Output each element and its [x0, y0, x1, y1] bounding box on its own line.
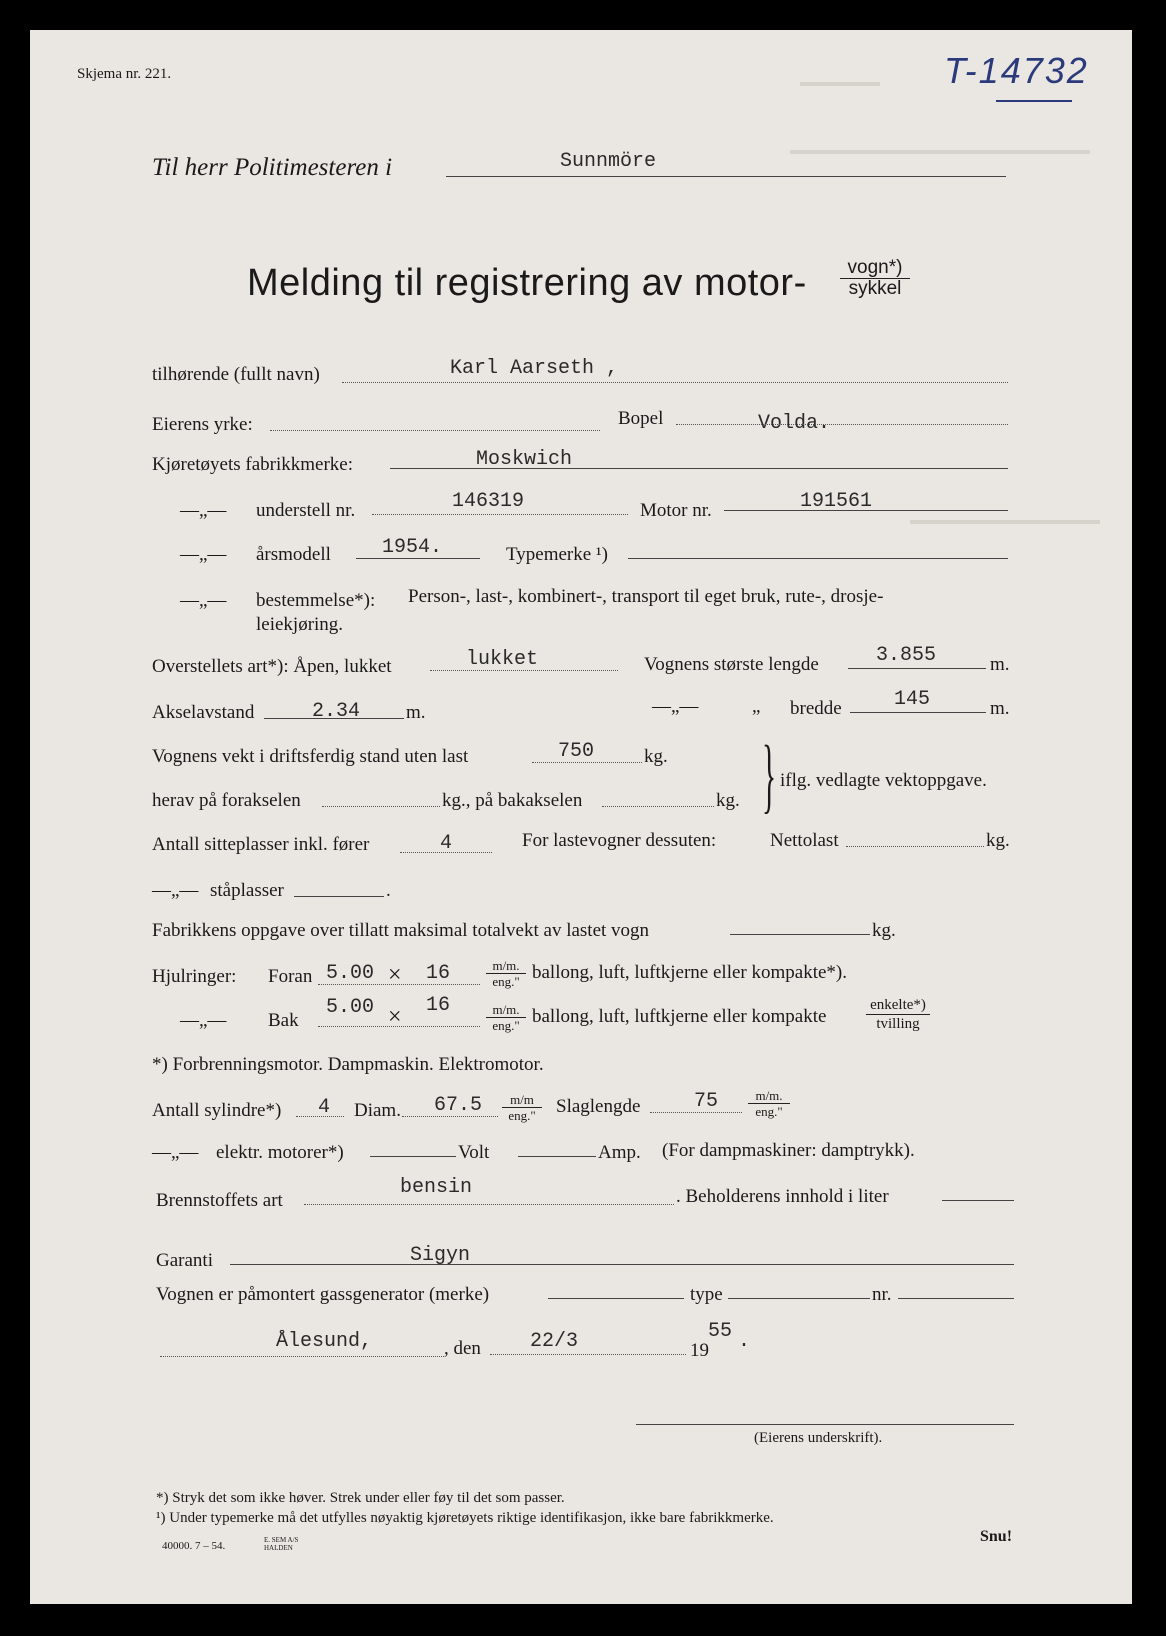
seats-value[interactable]: 4 [440, 832, 453, 855]
year-suffix[interactable]: 55 [708, 1320, 733, 1343]
guarantee-value[interactable]: Sigyn [410, 1244, 471, 1267]
seats-line [400, 852, 492, 853]
rear-tire-frac-bottom: tvilling [876, 1016, 920, 1032]
volt-line [370, 1156, 456, 1157]
length-label: Vognens største lengde [644, 654, 819, 675]
rear-axle-unit: kg. [716, 790, 740, 811]
rear-tire-rim[interactable]: 16 [426, 994, 451, 1017]
rear-tire-unit-top: m/m. [486, 1002, 526, 1018]
stroke-line [650, 1112, 742, 1113]
date-label: , den [444, 1338, 481, 1359]
purpose-label: bestemmelse*): [256, 590, 376, 611]
show-through-mark [910, 520, 1100, 524]
model-year-line [356, 558, 480, 559]
diameter-unit [502, 1092, 542, 1123]
weight-value[interactable]: 750 [558, 740, 595, 763]
front-tire-unit-top: m/m. [486, 958, 526, 974]
amp-label: Amp. [598, 1142, 641, 1163]
rear-tire-ditto: —„— [180, 1010, 227, 1031]
stroke-unit-top: m/m. [748, 1088, 790, 1104]
diameter-line [402, 1116, 498, 1117]
front-tire-label: Foran [268, 966, 313, 987]
chassis-value[interactable]: 146319 [452, 490, 525, 513]
purpose-options-cont: leiekjøring. [256, 614, 344, 635]
body-type-line [430, 670, 618, 671]
wheelbase-label: Akselavstand [152, 702, 255, 723]
steam-text: (For dampmaskiner: damptrykk). [662, 1140, 915, 1161]
residence-value[interactable]: Volda. [758, 412, 831, 435]
guarantee-line [230, 1264, 1014, 1265]
length-value[interactable]: 3.855 [876, 644, 937, 667]
cylinders-value[interactable]: 4 [318, 1096, 331, 1119]
model-year-label: årsmodell [256, 544, 331, 565]
form-title: Melding til registrering av motor- [247, 262, 807, 304]
diameter-value[interactable]: 67.5 [434, 1094, 483, 1117]
printer-name: E. SEM A/S HALDEN [264, 1536, 299, 1552]
make-value[interactable]: Moskwich [476, 448, 573, 471]
gas-type-line [728, 1298, 870, 1299]
place-line [160, 1356, 444, 1357]
gas-generator-label: Vognen er påmontert gassgenerator (merke) [156, 1284, 490, 1305]
print-run: 40000. 7 – 54. [162, 1540, 226, 1552]
engine-type: *) Forbrenningsmotor. Dampmaskin. Elektromotor. [152, 1054, 544, 1075]
fuel-value[interactable]: bensin [400, 1176, 473, 1199]
standing-ditto: —„— [152, 880, 199, 901]
purpose-ditto: —„— [180, 590, 227, 611]
tank-line [942, 1200, 1014, 1201]
rear-tire-line [318, 1026, 480, 1027]
width-unit: m. [990, 698, 1010, 719]
body-type-value[interactable]: lukket [466, 648, 539, 671]
wheelbase-value[interactable]: 2.34 [312, 700, 361, 723]
front-tire-text: ballong, luft, luftkjerne eller kompakte*). [532, 962, 847, 983]
weight-note: iflg. vedlagte vektoppgave. [780, 770, 987, 791]
show-through-mark [800, 82, 880, 86]
footnote-star: *) Stryk det som ikke høver. Strek under eller føy til det som passer. [156, 1490, 565, 1506]
diameter-unit-bottom: eng." [508, 1108, 536, 1123]
weight-label: Vognens vekt i driftsferdig stand uten last [152, 746, 469, 767]
diameter-label: Diam. [354, 1100, 401, 1121]
width-ditto: —„— [652, 696, 699, 717]
electric-label: elektr. motorer*) [216, 1142, 344, 1163]
motor-label: Motor nr. [640, 500, 712, 521]
title-fraction [840, 258, 910, 299]
payload-unit: kg. [986, 830, 1010, 851]
standing-end: . [386, 880, 391, 901]
chassis-line [372, 514, 628, 515]
standing-label: ståplasser [210, 880, 284, 901]
payload-line [846, 846, 984, 847]
model-year-value[interactable]: 1954. [382, 536, 443, 559]
rear-tire-label: Bak [268, 1010, 299, 1031]
date-value[interactable]: 22/3 [530, 1330, 579, 1353]
model-year-ditto: —„— [180, 544, 227, 565]
wheelbase-unit: m. [406, 702, 426, 723]
rear-tire-unit [486, 1002, 526, 1033]
width-line [850, 712, 986, 713]
owner-label: tilhørende (fullt navn) [152, 364, 320, 385]
tank-label: . Beholderens innhold i liter [676, 1186, 889, 1207]
width-quote: „ [752, 696, 761, 717]
fuel-label: Brennstoffets art [156, 1190, 283, 1211]
length-line [848, 668, 986, 669]
body-type-label: Overstellets art*): Åpen, lukket [152, 656, 392, 677]
stroke-value[interactable]: 75 [694, 1090, 719, 1113]
chassis-label: understell nr. [256, 500, 356, 521]
front-tire-unit-bottom: eng." [492, 974, 520, 989]
motor-line [724, 510, 1008, 511]
standing-line [294, 896, 384, 897]
weight-unit: kg. [644, 746, 668, 767]
purpose-options: Person-, last-, kombinert-, transport til eget bruk, rute-, drosje- [408, 586, 884, 607]
diameter-unit-top: m/m [502, 1092, 542, 1108]
front-axle-label: herav på forakselen [152, 790, 301, 811]
gas-type-label: type [690, 1284, 723, 1305]
stroke-unit [748, 1088, 790, 1119]
form-number: Skjema nr. 221. [77, 66, 172, 82]
guarantee-label: Garanti [156, 1250, 213, 1271]
make-line [390, 468, 1008, 469]
rear-tire-text: ballong, luft, luftkjerne eller kompakte [532, 1006, 827, 1027]
gas-nr-line [898, 1298, 1014, 1299]
rear-tire-unit-bottom: eng." [492, 1018, 520, 1033]
date-line [490, 1354, 686, 1355]
rear-axle-line [602, 806, 714, 807]
title-frac-top: vogn*) [840, 258, 910, 279]
weight-line [532, 762, 642, 763]
year-end: . [738, 1330, 751, 1353]
width-label: bredde [790, 698, 842, 719]
stroke-unit-bottom: eng." [755, 1104, 783, 1119]
wheelbase-line [264, 718, 404, 719]
rear-tire-size[interactable]: 5.00 [326, 996, 375, 1019]
addressee-label: Til herr Politimesteren i [152, 154, 393, 181]
weight-brace: } [762, 729, 777, 822]
place-value[interactable]: Ålesund, [276, 1330, 373, 1353]
tires-label: Hjulringer: [152, 966, 237, 987]
cylinders-line [296, 1116, 344, 1117]
residence-line [676, 424, 1008, 425]
type-label: Typemerke ¹) [506, 544, 608, 565]
max-weight-line [730, 934, 870, 935]
make-label: Kjøretøyets fabrikkmerke: [152, 454, 354, 475]
amp-line [518, 1156, 596, 1157]
volt-label: Volt [458, 1142, 490, 1163]
electric-ditto: —„— [152, 1142, 199, 1163]
max-weight-label: Fabrikkens oppgave over tillatt maksimal totalvekt av lastet vogn [152, 920, 650, 941]
max-weight-unit: kg. [872, 920, 896, 941]
front-axle-line [322, 806, 440, 807]
footnote-one: ¹) Under typemerke må det utfylles nøyaktig kjøretøyets riktige identifikasjon, ikke bare fabrikkmerke. [156, 1510, 774, 1526]
seats-label: Antall sitteplasser inkl. fører [152, 834, 370, 855]
fuel-line [304, 1204, 674, 1205]
archive-number: T-14732 [944, 50, 1089, 91]
front-tire-line [318, 984, 480, 985]
signature-label: (Eierens underskrift). [754, 1430, 883, 1446]
chassis-ditto: —„— [180, 500, 227, 521]
owner-line [342, 382, 1008, 383]
payload-label: Nettolast [770, 830, 839, 851]
cylinders-label: Antall sylindre*) [152, 1100, 282, 1121]
residence-label: Bopel [618, 408, 664, 429]
type-line [628, 558, 1008, 559]
signature-line [636, 1424, 1014, 1425]
gas-generator-line [548, 1298, 684, 1299]
width-value[interactable]: 145 [894, 688, 931, 711]
rear-tire-fraction [866, 996, 930, 1033]
owner-value[interactable]: Karl Aarseth , [450, 357, 619, 380]
addressee-line [446, 176, 1006, 177]
occupation-label: Eierens yrke: [152, 414, 253, 435]
year-prefix: 19 [690, 1340, 709, 1361]
freight-label: For lastevogner dessuten: [522, 830, 717, 851]
occupation-line [270, 430, 600, 431]
rear-tire-frac-top: enkelte*) [866, 996, 930, 1015]
motor-value[interactable]: 191561 [800, 490, 873, 513]
title-frac-bottom: sykkel [848, 278, 902, 299]
front-axle-unit: kg., på bakakselen [442, 790, 583, 811]
front-tire-rim[interactable]: 16 [426, 962, 451, 985]
front-tire-size[interactable]: 5.00 [326, 962, 375, 985]
front-tire-times: × [388, 962, 402, 988]
gas-nr-label: nr. [872, 1284, 892, 1305]
show-through-mark [790, 150, 1090, 154]
length-unit: m. [990, 654, 1010, 675]
turn-over: Snu! [980, 1528, 1013, 1545]
addressee-value[interactable]: Sunnmöre [560, 150, 657, 173]
archive-underline [996, 100, 1072, 102]
rear-tire-times: × [388, 1004, 402, 1030]
front-tire-unit [486, 958, 526, 989]
stroke-label: Slaglengde [556, 1096, 641, 1117]
